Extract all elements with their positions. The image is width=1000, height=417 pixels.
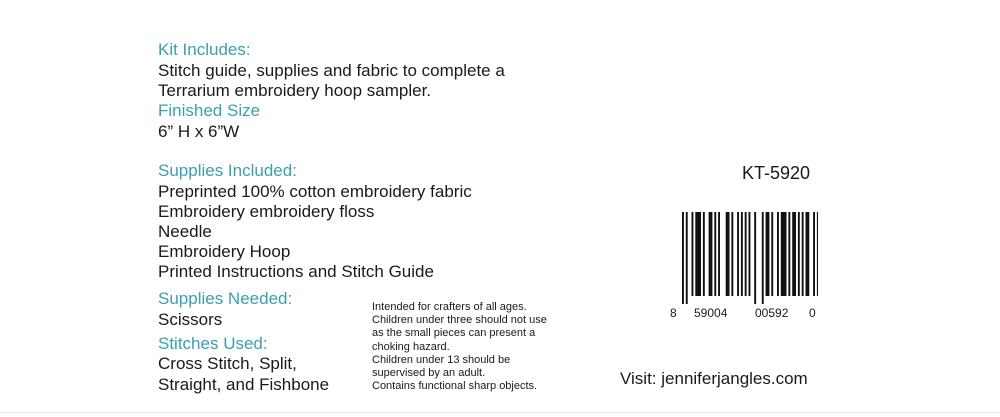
barcode-bar: [792, 212, 796, 296]
stitches-used-line: Straight, and Fishbone: [158, 375, 330, 394]
supplies-needed-value: Scissors: [158, 310, 223, 329]
safety-note-line: Children under three should not use: [372, 314, 547, 327]
kit-includes-heading: Kit Includes:: [158, 40, 251, 59]
barcode-bar: [762, 212, 764, 304]
supplies-needed-heading: Supplies Needed:: [158, 289, 293, 308]
stitches-used-line: Cross Stitch, Split,: [158, 354, 297, 373]
supplies-included-item: Needle: [158, 222, 212, 241]
website-visit: Visit: jenniferjangles.com: [620, 369, 808, 388]
barcode-bar: [726, 212, 730, 296]
barcode-bar: [771, 212, 773, 296]
safety-note-line: choking hazard.: [372, 340, 450, 353]
barcode-digit-group-right: 00592: [755, 306, 789, 320]
barcode-bar: [682, 212, 684, 304]
barcode-bar: [741, 212, 743, 296]
barcode-digit-group-left: 59004: [694, 306, 728, 320]
barcode-bar: [745, 212, 747, 296]
barcode-bar: [798, 212, 800, 296]
barcode-bar: [709, 212, 713, 296]
barcode-bar: [695, 212, 701, 296]
finished-size-value: 6” H x 6”W: [158, 122, 240, 141]
safety-note-line: Intended for crafters of all ages.: [372, 301, 527, 313]
barcode-bar: [802, 212, 804, 296]
barcode-bar: [718, 212, 720, 296]
barcode-bar: [777, 212, 779, 296]
barcode-bar: [806, 212, 810, 296]
barcode-bar: [737, 212, 739, 296]
barcode-bar: [703, 212, 705, 296]
safety-note-line: as the small pieces can present a: [372, 327, 536, 340]
barcode-graphic: [668, 210, 818, 320]
barcode-bar: [686, 212, 688, 304]
barcode-bar: [813, 212, 815, 296]
barcode-bar: [731, 212, 733, 296]
supplies-included-item: Preprinted 100% cotton embroidery fabric: [158, 182, 472, 201]
barcode: [668, 210, 818, 320]
barcode-bar: [692, 212, 694, 296]
safety-note-line: Children under 13 should be: [372, 353, 511, 366]
finished-size-heading: Finished Size: [158, 101, 261, 120]
safety-note-line: supervised by an adult.: [372, 366, 486, 379]
supplies-included-item: Printed Instructions and Stitch Guide: [158, 262, 434, 281]
safety-note: [372, 301, 547, 393]
barcode-bar: [749, 212, 751, 296]
sku-number: KT-5920: [742, 163, 811, 183]
barcode-bar: [754, 212, 756, 304]
barcode-digit-trail: 0: [809, 306, 816, 320]
barcode-bar: [781, 212, 787, 296]
barcode-bar: [788, 212, 790, 296]
kit-includes-line: Stitch guide, supplies and fabric to complete a: [158, 61, 505, 80]
stitches-used-heading: Stitches Used:: [158, 334, 268, 353]
barcode-bar: [714, 212, 716, 296]
supplies-included-item: Embroidery Hoop: [158, 242, 291, 261]
barcode-digit-lead: 8: [670, 306, 677, 320]
kit-includes-line: Terrarium embroidery hoop sampler.: [158, 81, 432, 100]
supplies-included-heading: Supplies Included:: [158, 161, 297, 180]
barcode-bar: [817, 212, 818, 296]
safety-note-line: Contains functional sharp objects.: [372, 380, 538, 393]
supplies-included-item: Embroidery embroidery floss: [158, 202, 375, 221]
bottom-divider: [0, 412, 1000, 413]
barcode-bar: [766, 212, 770, 296]
